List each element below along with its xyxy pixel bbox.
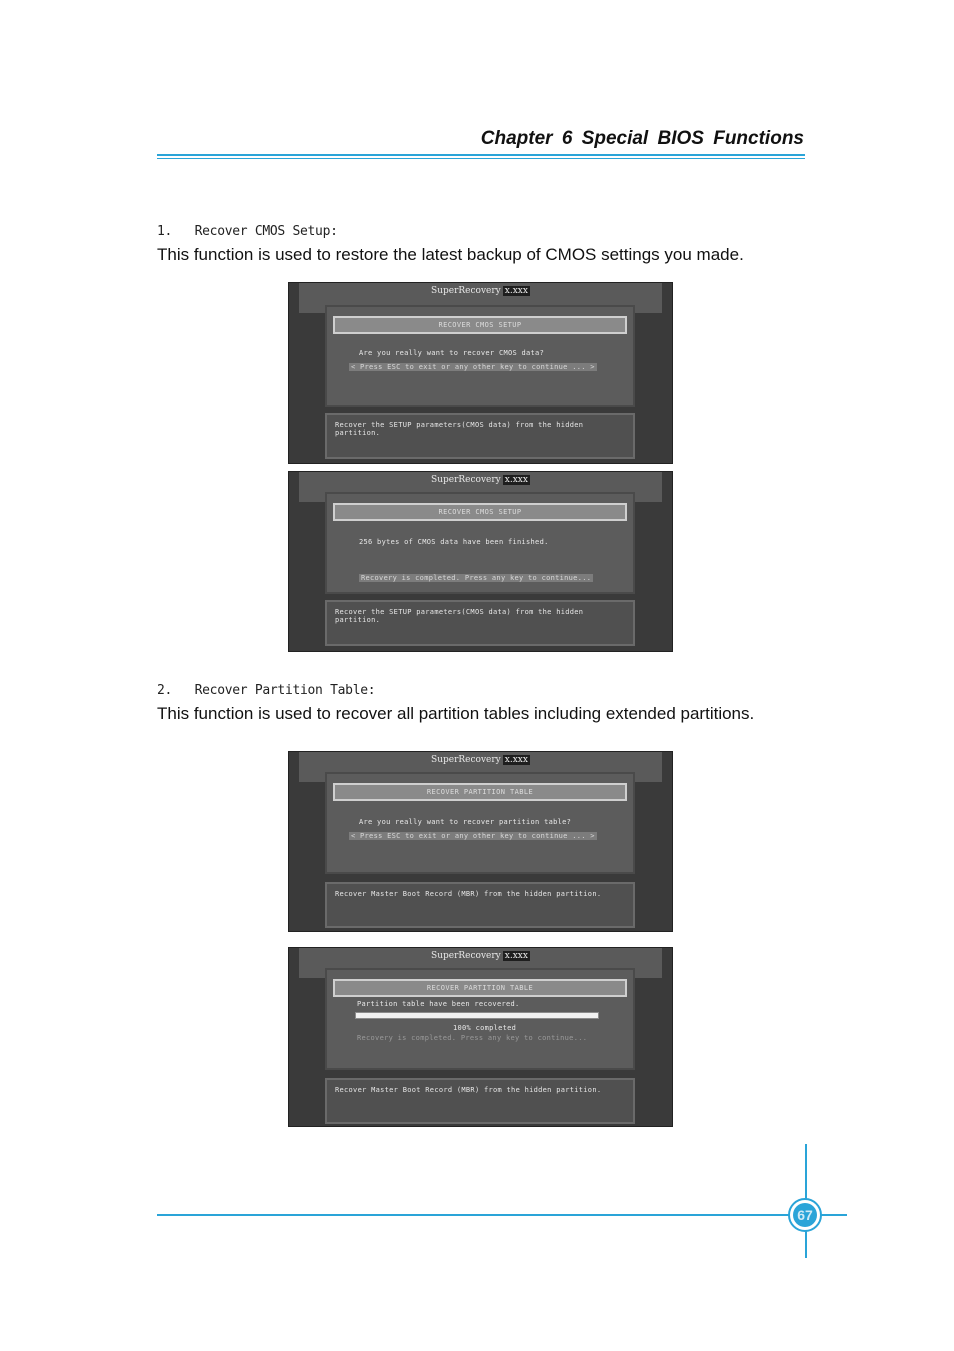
screen-title <box>299 475 662 485</box>
app-version: x.xxx <box>504 286 528 296</box>
section-body-recover-cmos: This function is used to restore the latest backup of CMOS settings you made. <box>157 245 744 264</box>
screen-title <box>299 951 662 961</box>
app-version: x.xxx <box>504 755 528 765</box>
page-number: 67 <box>793 1203 817 1227</box>
info-text: Recover the SETUP parameters(CMOS data) from the hidden partition. <box>335 421 584 437</box>
dialog-title: RECOVER PARTITION TABLE <box>333 783 627 801</box>
screenshot-cmos-finished <box>288 471 673 652</box>
dialog-panel <box>325 772 635 874</box>
info-box <box>325 413 635 459</box>
screenshot-partition-confirm <box>288 751 673 932</box>
dialog-panel <box>325 492 635 594</box>
progress-bar-fill <box>356 1013 598 1018</box>
info-text: Recover Master Boot Record (MBR) from the hidden partition. <box>335 890 602 898</box>
dialog-title: RECOVER PARTITION TABLE <box>333 979 627 997</box>
screen-title <box>299 755 662 765</box>
header-rule-thin <box>157 158 805 159</box>
app-title: SuperRecovery <box>431 951 501 961</box>
info-box <box>325 882 635 928</box>
header-rule <box>157 154 805 156</box>
dialog-question: Are you really want to recover CMOS data? <box>359 349 545 357</box>
info-box <box>325 1078 635 1124</box>
dialog-status: Partition table have been recovered. <box>357 1000 520 1008</box>
screenshot-cmos-confirm <box>288 282 673 464</box>
dialog-prompt: Recovery is completed. Press any key to continue... <box>357 1034 588 1042</box>
dialog-prompt: Recovery is completed. Press any key to continue... <box>361 574 592 582</box>
dialog-prompt: < Press ESC to exit or any other key to continue ... > <box>351 363 595 371</box>
section-heading-recover-cmos: 1. Recover CMOS Setup: <box>157 224 338 239</box>
progress-label: 100% completed <box>453 1024 517 1032</box>
progress-bar <box>355 1012 599 1019</box>
section-heading-recover-partition: 2. Recover Partition Table: <box>157 683 376 698</box>
app-title: SuperRecovery <box>431 755 501 765</box>
dialog-prompt: < Press ESC to exit or any other key to continue ... > <box>351 832 595 840</box>
page-number-badge <box>788 1198 822 1232</box>
info-text: Recover the SETUP parameters(CMOS data) from the hidden partition. <box>335 608 584 624</box>
screen-title <box>299 286 662 296</box>
dialog-panel <box>325 968 635 1070</box>
footer-rule <box>157 1214 847 1216</box>
app-title: SuperRecovery <box>431 286 501 296</box>
dialog-panel <box>325 305 635 407</box>
dialog-title: RECOVER CMOS SETUP <box>333 503 627 521</box>
screenshot-partition-recovered <box>288 947 673 1127</box>
dialog-question: Are you really want to recover partition table? <box>359 818 572 826</box>
info-box <box>325 600 635 646</box>
app-version: x.xxx <box>504 475 528 485</box>
info-text: Recover Master Boot Record (MBR) from the hidden partition. <box>335 1086 602 1094</box>
dialog-status: 256 bytes of CMOS data have been finished. <box>359 538 549 546</box>
section-body-recover-partition: This function is used to recover all partition tables including extended partitions. <box>157 704 755 723</box>
chapter-title: Chapter 6 Special BIOS Functions <box>480 128 804 149</box>
app-title: SuperRecovery <box>431 475 501 485</box>
app-version: x.xxx <box>504 951 528 961</box>
dialog-title: RECOVER CMOS SETUP <box>333 316 627 334</box>
